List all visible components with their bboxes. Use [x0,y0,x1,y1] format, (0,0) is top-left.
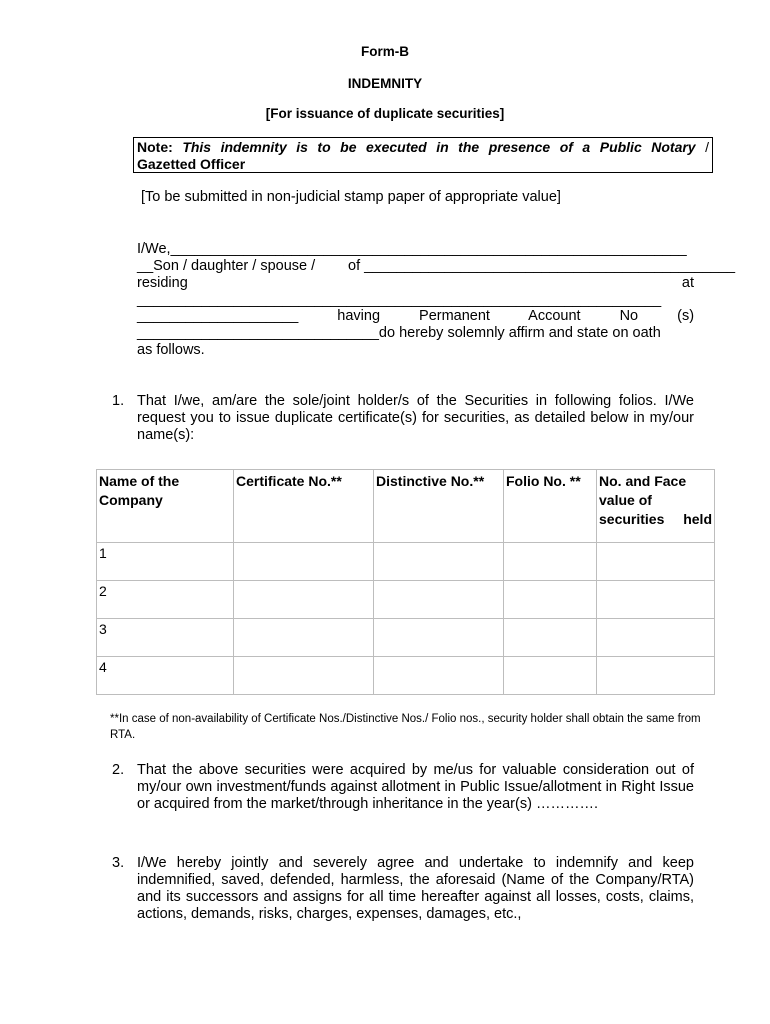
form-label: Form-B [361,44,409,59]
permanent-text: Permanent [419,308,490,324]
table-row [97,581,715,619]
at-text: at [681,275,694,291]
face-value-cell [597,657,715,695]
note-slash: / [705,139,710,155]
face-value-cell [597,581,715,619]
table-row [97,619,715,657]
folio-cell [504,543,597,581]
distinctive-cell [374,619,504,657]
declaration-line-2 [137,258,736,275]
row-number: 2 [97,581,234,619]
face-value-cell [597,543,715,581]
distinctive-cell [374,657,504,695]
certificate-cell [234,581,374,619]
declaration-line-3 [137,275,694,292]
residing-text: residing [137,275,188,291]
header-company: Name of the Company [97,470,234,543]
no-text: No [619,308,639,324]
distinctive-cell [374,581,504,619]
declaration-line-5 [137,308,694,325]
certificate-cell [234,619,374,657]
row-number: 4 [97,657,234,695]
note-line-2: Gazetted Officer [137,156,246,172]
declaration-line-1: I/We,________________________________________________________________ [137,241,687,257]
plural-text: (s) [677,308,695,324]
item-text-1: That I/we, am/are the sole/joint holder/s of the Securities in following folios. I/We request you to issue duplicate certificate(s) for securities, as detailed below in my/our name(s): [137,393,694,443]
distinctive-cell [374,543,504,581]
note-line-1 [137,139,709,156]
blank-line: ____________________ [137,308,299,324]
declaration-line-4: _________________________________________________________________ [137,292,662,308]
table-row [97,657,715,695]
note-box [133,137,713,173]
table-header-row [97,470,715,543]
face-value-cell [597,619,715,657]
declaration-line-6: ______________________________do hereby solemnly affirm and state on oath [137,325,661,341]
item-text-2: That the above securities were acquired by me/us for valuable consideration out of my/our own investment/funds against allotment in Public Issue/allotment in Right Issue or acquired from the market/through inheritance in the year(s) …………. [137,762,694,812]
stamp-paper-text: [To be submitted in non-judicial stamp paper of appropriate value] [141,189,561,205]
header-folio: Folio No. ** [504,470,597,543]
having-text: having [337,308,381,324]
table-footnote: **In case of non-availability of Certificate Nos./Distinctive Nos./ Folio nos., security holder shall obtain the same from RTA. [110,713,701,741]
item-number-2: 2. [112,762,125,778]
item-text-3: I/We hereby jointly and severely agree and undertake to indemnify and keep indemnified, saved, defended, harmless, the aforesaid (Name of the Company/RTA) and its successors and assigns for all time hereafter against all losses, costs, claims, actions, demands, risks, charges, expenses, damages, etc., [137,855,694,922]
header-certificate: Certificate No.** [234,470,374,543]
item-number-3: 3. [112,855,125,871]
document-title: INDEMNITY [347,76,423,91]
of-text: of ______________________________________________ [348,258,736,274]
header-face-value: No. and Face value of securities held [597,470,715,543]
folio-cell [504,581,597,619]
declaration-line-7: as follows. [137,342,205,358]
folio-cell [504,657,597,695]
certificate-cell [234,543,374,581]
securities-table [96,469,715,695]
note-text-1: This indemnity is to be executed in the presence of a Public Notary [182,139,696,155]
header-distinctive: Distinctive No.** [374,470,504,543]
row-number: 1 [97,543,234,581]
folio-cell [504,619,597,657]
item-number-1: 1. [112,393,125,409]
relation-text: __Son / daughter / spouse / [137,258,316,274]
row-number: 3 [97,619,234,657]
certificate-cell [234,657,374,695]
account-text: Account [528,308,581,324]
table-row [97,543,715,581]
document-subtitle: [For issuance of duplicate securities] [265,106,505,121]
note-label: Note: [137,139,173,155]
